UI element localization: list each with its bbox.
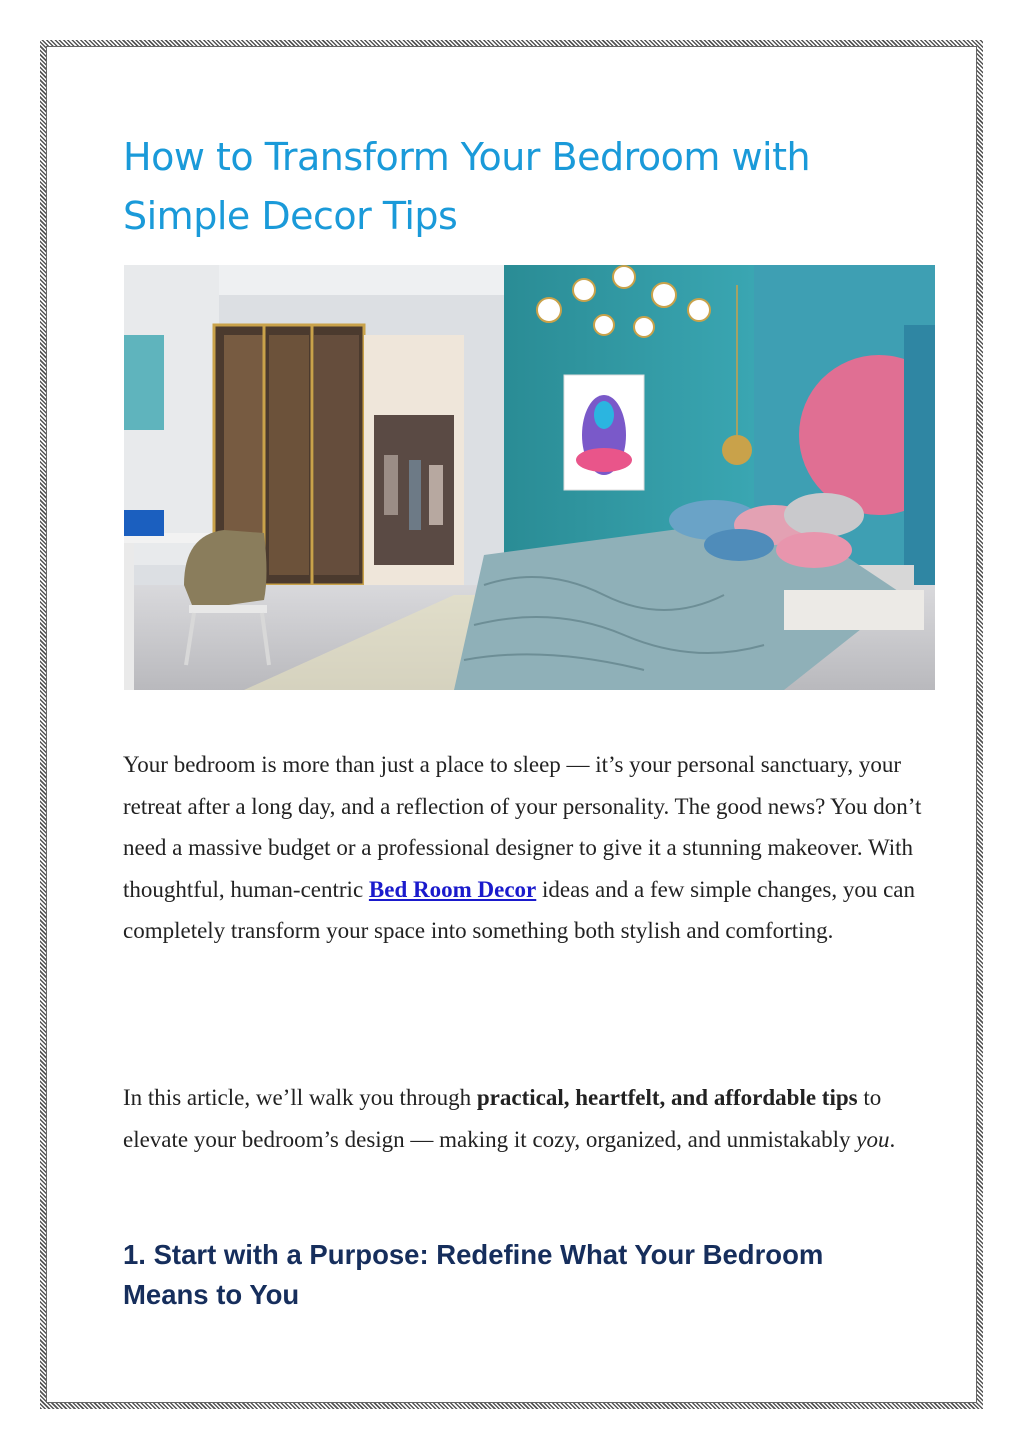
bedroom-photo-icon: [124, 265, 935, 690]
intro-text-2: ideas and a few simple changes, you can completely transform your space into something both stylish and comforting.: [123, 876, 915, 943]
bed-room-decor-link[interactable]: Bed Room Decor: [368, 876, 537, 902]
intro-text-1: Your bedroom is more than just a place to sleep — it’s your personal sanctuary, your retreat after a long day, and a reflection of your personality. The good news? You don’t need a massive budget or a professional designer to give it a stunning makeover. With thoughtful, human-centric: [123, 752, 922, 902]
overview-paragraph: [123, 1077, 923, 1160]
overview-italic-text: you: [856, 1126, 890, 1152]
overview-text-2: to elevate your bedroom’s design — making it cozy, organized, and unmistakably: [123, 1085, 882, 1152]
section-heading-1: 1. Start with a Purpose: Redefine What Your Bedroom Means to You: [123, 1239, 824, 1310]
page-border-inner: [46, 46, 977, 1403]
overview-bold-text: practical, heartfelt, and affordable tips: [476, 1085, 858, 1110]
intro-paragraph: [123, 744, 923, 952]
overview-text-1: In this article, we’ll walk you through: [123, 1085, 477, 1110]
overview-text-end: .: [889, 1126, 896, 1152]
hero-image: [124, 265, 935, 690]
article-title: How to Transform Your Bedroom with Simple Decor Tips: [123, 135, 811, 238]
